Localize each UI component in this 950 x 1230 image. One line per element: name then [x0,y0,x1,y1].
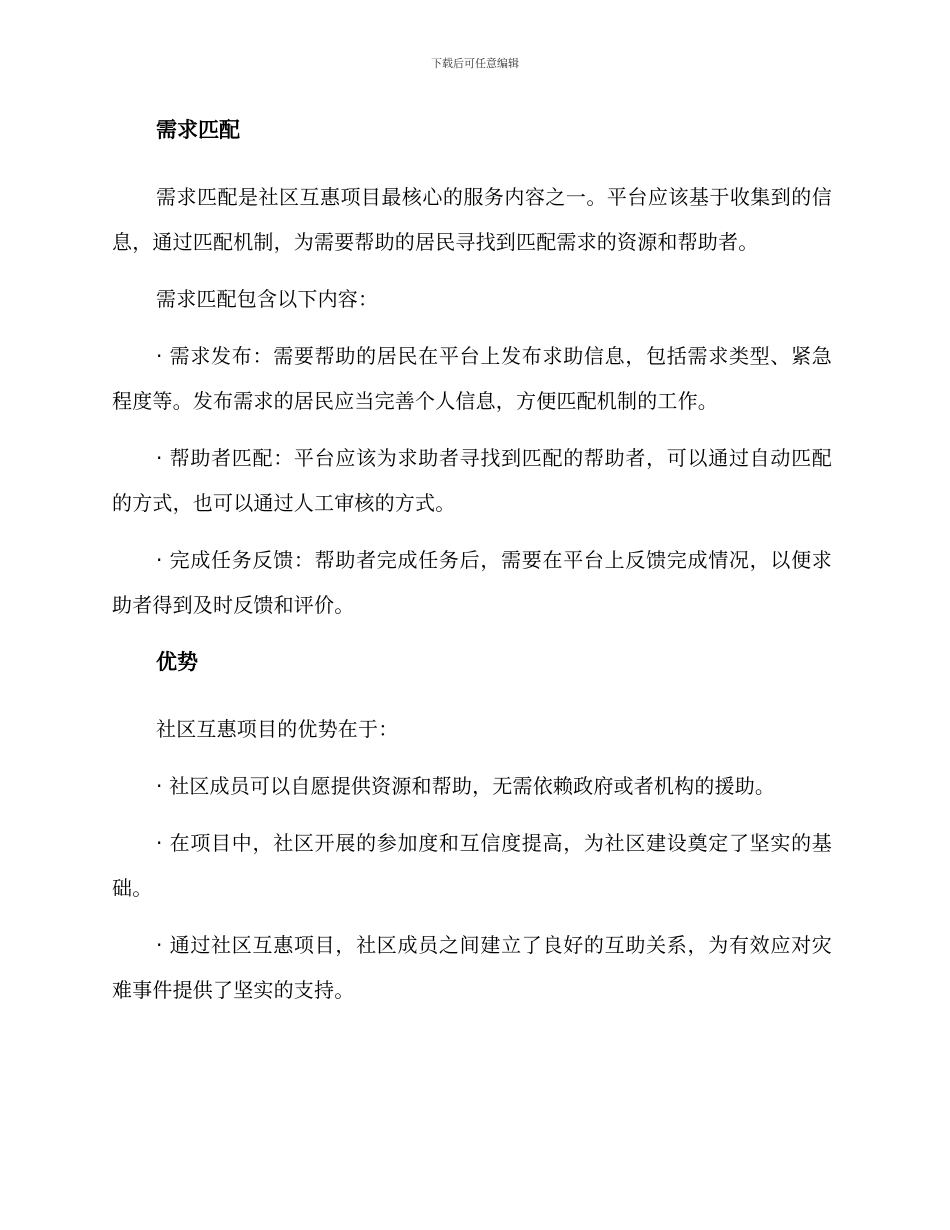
section-advantages [112,640,832,1013]
paragraph: 需求匹配包含以下内容： [156,287,379,311]
list-item: · 社区成员可以自愿提供资源和帮助，无需依赖政府或者机构的援助。 [156,774,776,798]
section-heading: 优势 [156,650,198,674]
list-item: · 通过社区互惠项目，社区成员之间建立了良好的互助关系，为有效应对灾难事件提供了坚实的支持。 [112,933,832,1002]
list-item: · 需求发布：需要帮助的居民在平台上发布求助信息，包括需求类型、紧急程度等。发布需求的居民应当完善个人信息，方便匹配机制的工作。 [112,344,832,413]
section-demand-matching [112,108,832,628]
list-item: · 帮助者匹配：平台应该为求助者寻找到匹配的帮助者，可以通过自动匹配的方式，也可以通过人工审核的方式。 [112,446,832,515]
list-item: · 在项目中，社区开展的参加度和互信度提高，为社区建设奠定了坚实的基础。 [112,831,832,900]
list-item: · 完成任务反馈：帮助者完成任务后，需要在平台上反馈完成情况，以便求助者得到及时反馈和评价。 [112,548,832,617]
paragraph: 需求匹配是社区互惠项目最核心的服务内容之一。平台应该基于收集到的信息，通过匹配机制，为需要帮助的居民寻找到匹配需求的资源和帮助者。 [112,185,832,254]
page-header-note: 下载后可任意编辑 [431,57,519,70]
section-heading: 需求匹配 [156,118,240,142]
document-body [112,108,832,1025]
paragraph: 社区互惠项目的优势在于： [156,717,399,741]
